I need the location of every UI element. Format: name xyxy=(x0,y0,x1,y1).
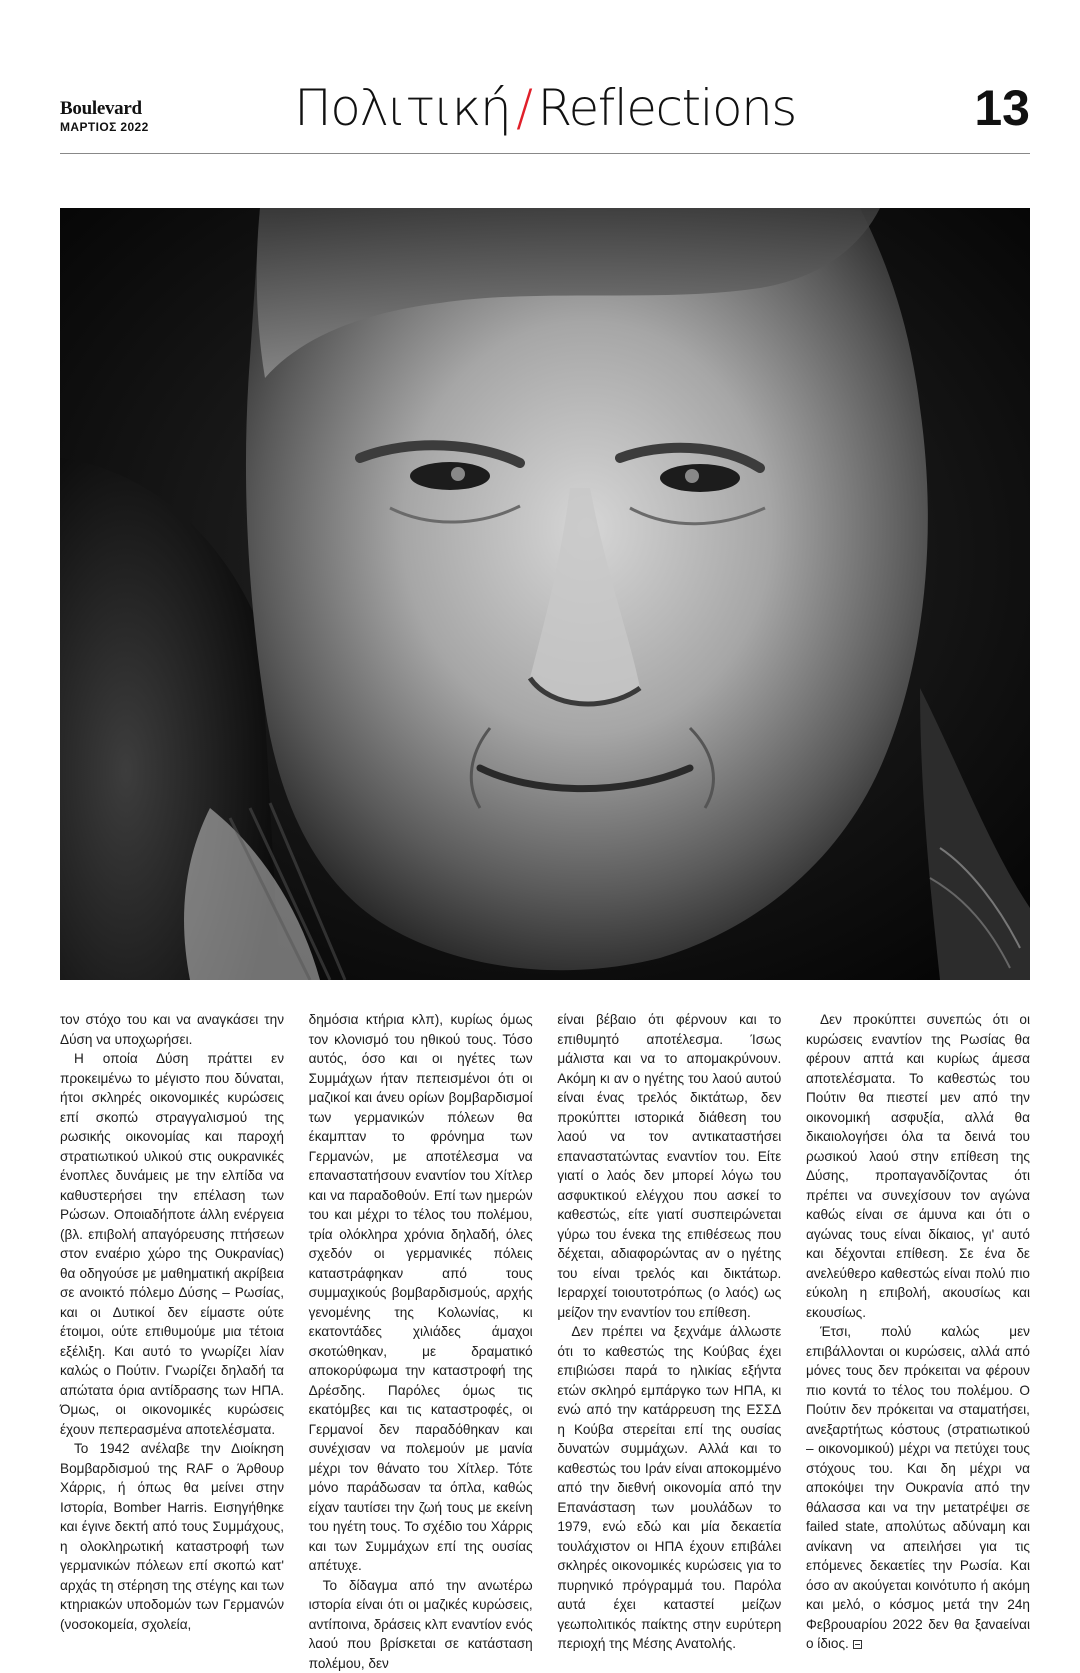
paragraph: Το 1942 ανέλαβε την Διοίκηση Βομβαρδισμού της RAF ο Άρθουρ Χάρρις, ή όπως θα μείνει στην Ιστορία, Bomber Harris. Εισηγήθηκε και έγινε δεκτή από τους Συμμάχους, η ολοκληρωτική καταστροφή των γερμανικών πόλεων επί σκοπώ κατ' αρχάς τη στέρηση της στέγης και των κτηριακών υποδομών των Γερμανών (νοσοκομεία, σχολεία, xyxy=(60,1439,284,1634)
page-number: 13 xyxy=(974,78,1030,138)
article-column-2 xyxy=(309,1010,533,1673)
header-rule xyxy=(60,153,1030,154)
paragraph-last xyxy=(806,1322,1030,1654)
section-separator: / xyxy=(516,79,531,137)
end-of-article-icon xyxy=(853,1640,862,1649)
section-english: Reflections xyxy=(538,79,796,137)
paragraph: δημόσια κτήρια κλπ), κυρίως όμως τον κλονισμό του ηθικού τους. Τόσο αυτός, όσο και οι ηγέτες των Συμμάχων ήταν πεπεισμένοι ότι οι μαζικοί και άνευ ορίων βομβαρδισμοί των γερμανικών πόλεων θα έκαμπταν το φρόνημα των Γερμανών, με αποτέλεσμα να επαναστατήσουν εναντίον του Χίτλερ και να παραδοθούν. Επί των ημερών του και μέχρι το τέλος του πολέμου, τρία ολόκληρα χρόνια δηλαδή, όλες σχεδόν οι γερμανικές πόλεις καταστράφηκαν από τους συμμαχικούς βομβαρδισμούς, αρχής γενομένης της Κολωνίας, κι εκατοντάδες χιλιάδες άμαχοι σκοτώθηκαν, με δραματικό αποκορύφωμα την καταστροφή της Δρέσδης. Παρόλες όμως τις εκατόμβες και τις καταστροφές, οι Γερμανοί δεν παραδόθηκαν και συνέχισαν να πολεμούν με μανία μέχρι τον θάνατο του Χίτλερ. Τότε μόνο παράδωσαν τα όπλα, καθώς είχαν ταυτίσει την ζωή τους με εκείνη του ηγέτη τους. Το σχέδιο του Χάρρις και των Συμμάχων επί της ουσίας απέτυχε. xyxy=(309,1010,533,1576)
paragraph: τον στόχο του και να αναγκάσει την Δύση να υποχωρήσει. xyxy=(60,1010,284,1049)
paragraph: Το δίδαγμα από την ανωτέρω ιστορία είναι ότι οι μαζικές κυρώσεις, αντίποινα, δράσεις κλπ εναντίον ενός λαού που βρίσκεται σε κατάσταση πολέμου, δεν xyxy=(309,1576,533,1673)
brand-logo: Boulevard xyxy=(60,98,142,120)
portrait-illustration xyxy=(60,208,1030,980)
paragraph: Δεν πρέπει να ξεχνάμε άλλωστε ότι το καθεστώς της Κούβας έχει επιβιώσει παρά το ηλικίας εξήντα ετών σκληρό εμπάργκο των ΗΠΑ, κι ενώ από την κατάρρευση της ΕΣΣΔ η Κούβα στερείται επί της ουσίας δυνατών συμμάχων. Αλλά και το καθεστώς του Ιράν είναι αποκομμένο από την διεθνή οικονομία από την Επανάσταση των μουλάδων το 1979, ενώ εδώ και μία δεκαετία τουλάχιστον οι ΗΠΑ έχουν επιβάλει σκληρές οικονομικές κυρώσεις για το πυρηνικό πρόγραμμά του. Παρόλα αυτά έχει καταστεί μείζων γεωπολιτικός παίκτης στην ευρύτερη περιοχή της Μέσης Ανατολής. xyxy=(557,1322,781,1654)
article-column-3 xyxy=(557,1010,781,1673)
paragraph: είναι βέβαιο ότι φέρνουν και το επιθυμητό αποτέλεσμα. Ίσως μάλιστα και να το απομακρύνουν. Ακόμη κι αν ο ηγέτης του λαού αυτού είναι ένας τρελός δικτάτωρ, δεν προκύπτει ιστορικά διάθεση του λαού να τον αντικαταστήσει επαναστατώντας εναντίον του. Είτε γιατί ο λαός δεν μπορεί λόγω του ασφυκτικού ελέγχου που ασκεί το καθεστώς, είτε γιατί συσπειρώνεται γύρω του ένεκα της επιθέσεως που δέχεται, αδιαφορώντας αν ο ηγέτης του είναι τρελός και δικτάτωρ. Ιεραρχεί τοιουτοτρόπως (ο λαός) ως μείζον την εναντίον του επίθεση. xyxy=(557,1010,781,1322)
page-header xyxy=(60,70,1030,155)
article-body xyxy=(60,1010,1030,1673)
paragraph: Δεν προκύπτει συνεπώς ότι οι κυρώσεις εναντίον της Ρωσίας θα φέρουν απτά και κυρίως άμεσα αποτελέσματα. Το καθεστώς του Πούτιν θα πιεστεί μεν από την οικονομική ασφυξία, αλλά θα δικαιολογήσει όλα τα δεινά του ρωσικού λαού στην επίθεση της Δύσης, προπαγανδίζοντας ότι πρέπει να συνεχίσουν τον αγώνα καθώς είναι σε άμυνα και ότι ο αγώνας τους είναι δίκαιος, γι' αυτό και δέχονται επίθεση. Σε ένα δε ανελεύθερο καθεστώς είναι πολύ πιο εύκολη η επιβολή, ακουσίως και εκουσίως. xyxy=(806,1010,1030,1322)
paragraph: Η οποία Δύση πράττει εν προκειμένω το μέγιστο που δύναται, ήτοι σκληρές οικονομικές κυρώσεις επί σκοπώ στραγγαλισμού της ρωσικής οικονομίας και παροχή στρατιωτικού υλικού στις ουκρανικές ένοπλες δυνάμεις με την ελπίδα να καθυστερήσει την επέλαση των Ρώσων. Οποιαδήποτε άλλη ενέργεια (βλ. επιβολή απαγόρευσης πτήσεων στον εναέριο χώρο της Ουκρανίας) θα οδηγούσε με μαθηματική ακρίβεια σε ανοικτό πόλεμο Δύσης – Ρωσίας, και οι Δυτικοί δεν είμαστε ούτε έτοιμοι, ούτε επιθυμούμε μια τέτοια εξέλιξη. Και αυτό το γνωρίζει λίαν καλώς ο Πούτιν. Γνωρίζει δηλαδή τα απώτατα όρια αντίδρασης των ΗΠΑ. Όμως, οι οικονομικές κυρώσεις έχουν πεπερασμένα αποτελέσματα. xyxy=(60,1049,284,1439)
issue-date: ΜΑΡΤΙΟΣ 2022 xyxy=(60,120,149,134)
section-title xyxy=(60,78,1030,138)
paragraph-text: Έτσι, πολύ καλώς μεν επιβάλλονται οι κυρώσεις, αλλά από μόνες τους δεν πρόκειται να φέρουν πιο κοντά το τέλος του πολέμου. Ο Πούτιν δεν πρόκειται να σταματήσει, ανεξαρτήτως κόστους (στρατιωτικού – οικονομικού) μέχρι να πετύχει τους στόχους του. Και δη μέχρι να αποκόψει την Ουκρανία από την θάλασσα και να την μετατρέψει σε failed state, απολύτως αδύναμη και ανίκανη να απειλήσει για τις επόμενες δεκαετίες την Ρωσία. Και όσο αν ακούγεται κοινότυπο ή ακόμη και μελό, ο κόσμος μετά την 24η Φεβρουαρίου 2022 δεν θα ξαναείναι ο ίδιος. xyxy=(806,1324,1030,1651)
article-column-4 xyxy=(806,1010,1030,1673)
portrait-photo xyxy=(60,208,1030,980)
article-column-1 xyxy=(60,1010,284,1673)
section-greek: Πολιτική xyxy=(294,79,510,137)
